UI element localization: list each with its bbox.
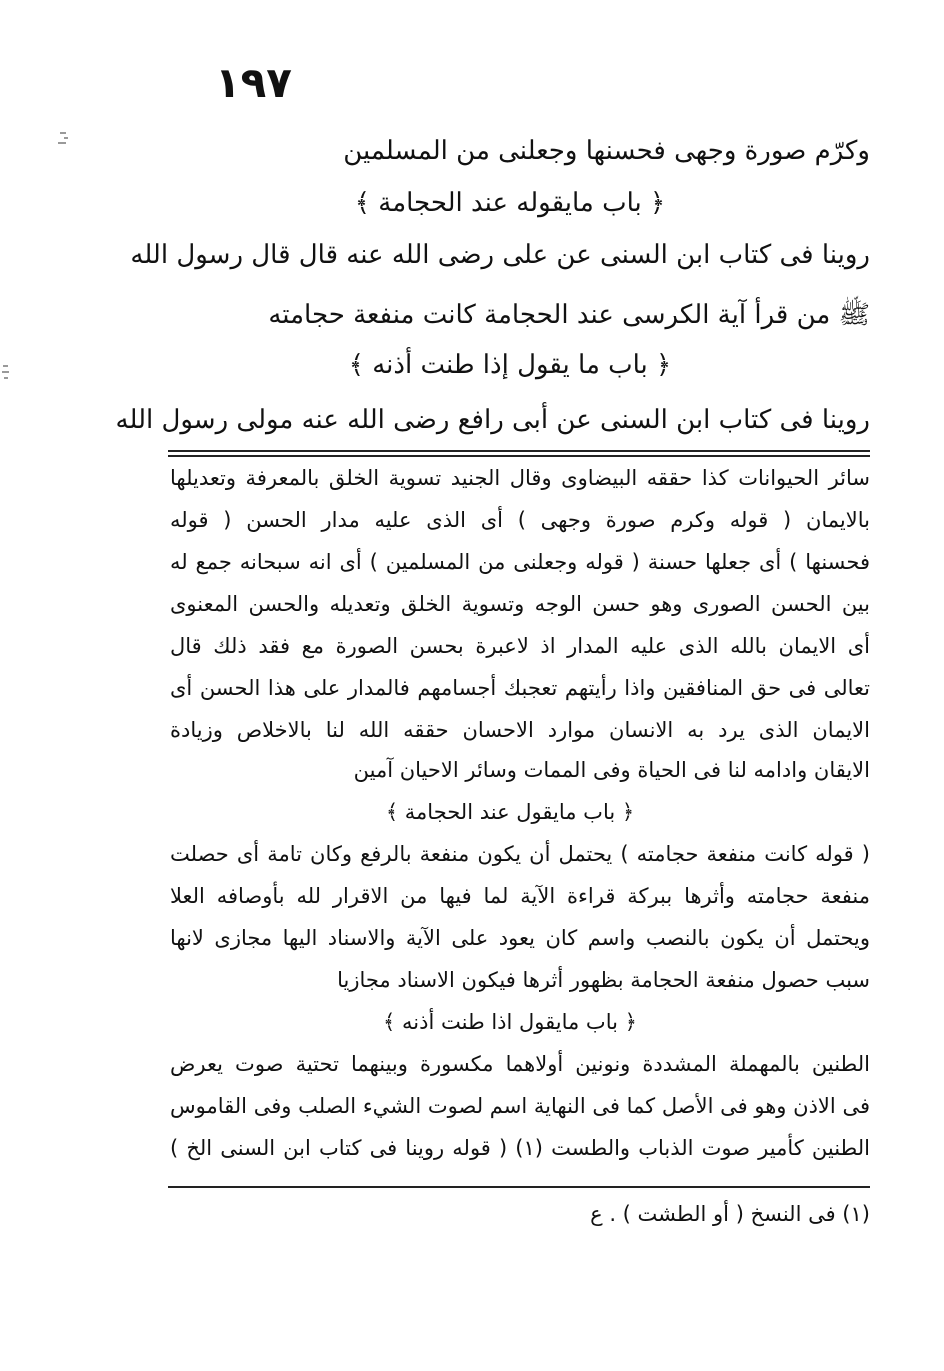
commentary-line-4: بين الحسن الصورى وهو حسن الوجه وتسوية الخلق وتعديله والحسن المعنوى [170,592,870,616]
commentary-line-11: منفعة حجامته وأثرها ببركة قراءة الآية لما فيها من الاقرار لله بأوصافه العلا [170,884,870,908]
commentary-line-17: الطنين كأمير صوت الذباب والطست (١) ( قوله روينا فى كتاب ابن السنى الخ ) [170,1136,870,1160]
page-number: ١٩٧ [215,58,292,107]
commentary-line-3: فحسنها ) أى جعلها حسنة ( قوله وجعلنى من المسلمين ) أى انه سبحانه جمع له [170,550,870,574]
commentary-line-2: بالايمان ( قوله وكرم صورة وجهى ) أى الذى عليه مدار الحسن ( قوله [170,508,870,532]
main-text-line-3: روينا فى كتاب ابن السنى عن على رضى الله عنه قال قال رسول الله [130,240,870,270]
commentary-line-15: الطنين بالمهملة المشددة ونونين أولاهما مكسورة وبينهما تحتية صوت يعرض [170,1052,870,1076]
main-text-line-1: وكرّم صورة وجهى فحسنها وجعلنى من المسلمين [343,136,870,166]
commentary-line-5: أى الايمان بالله الذى عليه المدار اذ لاعبرة بحسن الصورة مع فقد ذلك قال [170,634,870,658]
commentary-line-16: فى الاذن وهو فى الأصل كما فى النهاية اسم لصوت الشيء الصلب وفى القاموس [170,1094,870,1118]
main-text-line-6: روينا فى كتاب ابن السنى عن أبى رافع رضى الله عنه مولى رسول الله [115,405,870,435]
main-text-line-4: ﷺ من قرأ آية الكرسى عند الحجامة كانت منفعة حجامته [268,300,870,330]
commentary-line-10: ( قوله كانت منفعة حجامته ) يحتمل أن يكون منفعة بالرفع وكان تامة أى حصلت [170,842,870,866]
commentary-heading-ear: ﴿ باب مايقول اذا طنت أذنه ﴾ [383,1010,637,1034]
main-section-heading-cupping: ﴿ باب مايقوله عند الحجامة ﴾ [354,188,666,218]
main-section-heading-ear: ﴿ باب ما يقول إذا طنت أذنه ﴾ [348,350,672,380]
commentary-line-1: سائر الحيوانات كذا حققه البيضاوى وقال الجنيد تسوية الخلق بالمعرفة وتعديلها [170,466,870,490]
commentary-line-6: تعالى فى حق المنافقين واذا رأيتهم تعجبك أجسامهم فالمدار على هذا الحسن أى [170,676,870,700]
commentary-line-7: الايمان الذى يرد به الانسان موارد الاحسان حققه الله لنا بالاخلاص وزيادة [170,718,870,742]
commentary-line-8: الايقان وادامه لنا فى الحياة وفى الممات وسائر الاحيان آمين [353,758,870,782]
commentary-heading-cupping: ﴿ باب مايقول عند الحجامة ﴾ [385,800,635,824]
footnote-text: (١) فى النسخ ( أو الطشت ) . ع [590,1202,870,1226]
commentary-line-13: سبب حصول منفعة الحجامة بظهور أثرها فيكون الاسناد مجازيا [337,968,870,992]
commentary-line-12: ويحتمل أن يكون بالنصب واسم كان يعود على الآية والاسناد اليها مجازى لانها [170,926,870,950]
